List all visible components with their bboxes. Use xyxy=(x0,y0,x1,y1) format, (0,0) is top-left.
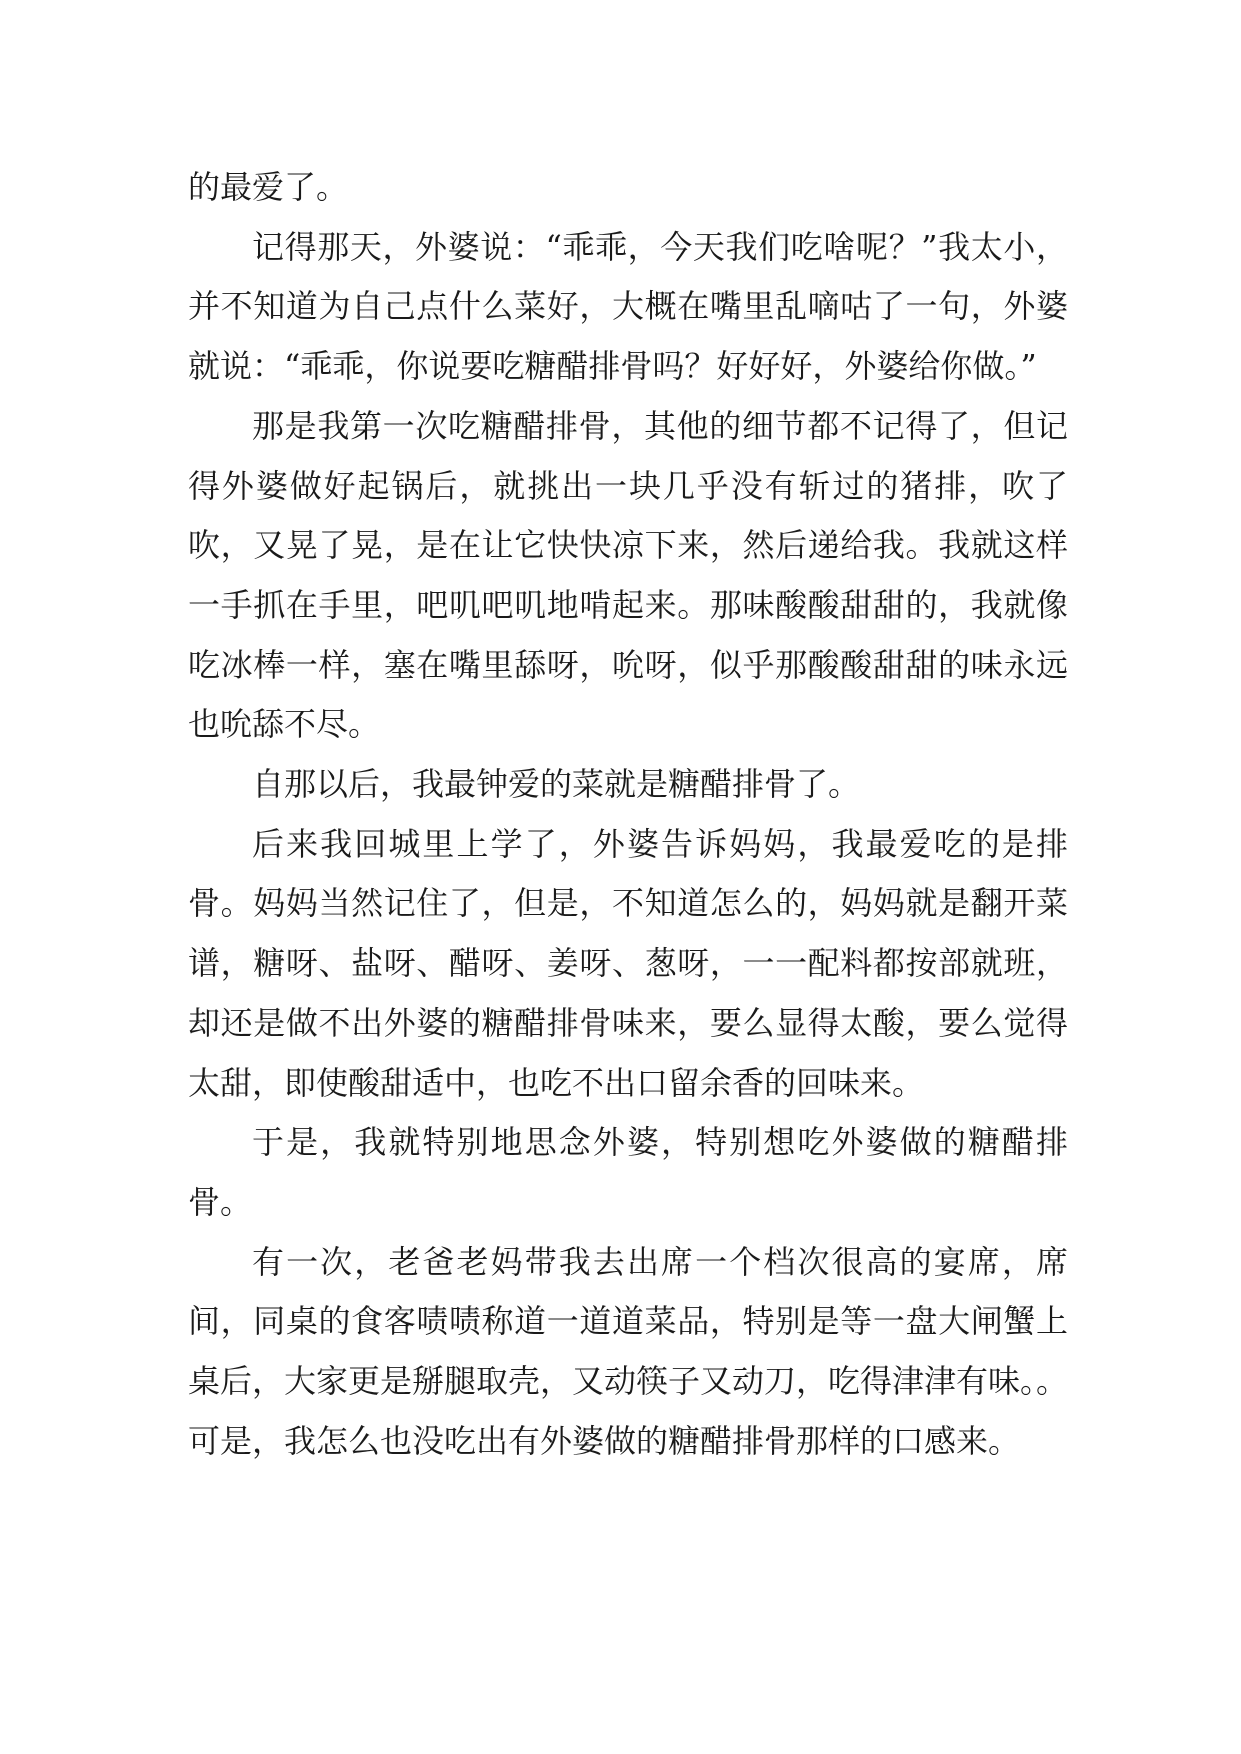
paragraph-3: 那是我第一次吃糖醋排骨，其他的细节都不记得了，但记得外婆做好起锅后，就挑出一块几乎没有斩过的猪排，吹了吹，又晃了晃，是在让它快快凉下来，然后递给我。我就这样一手抓在手里，吧叽吧叽地啃起来。那味酸酸甜甜的，我就像吃冰棒一样，塞在嘴里舔呀，吮呀，似乎那酸酸甜甜的味永远也吮舔不尽。 xyxy=(188,406,1068,744)
paragraph-4: 自那以后，我最钟爱的菜就是糖醋排骨了。 xyxy=(252,765,861,804)
paragraph-2: 记得那天，外婆说：“乖乖，今天我们吃啥呢？”我太小，并不知道为自己点什么菜好，大概在嘴里乱嘀咕了一句，外婆就说：“乖乖，你说要吃糖醋排骨吗？好好好，外婆给你做。” xyxy=(188,227,1068,386)
paragraph-6: 于是，我就特别地思念外婆，特别想吃外婆做的糖醋排骨。 xyxy=(188,1123,1068,1221)
paragraph-5: 后来我回城里上学了，外婆告诉妈妈，我最爱吃的是排骨。妈妈当然记住了，但是，不知道怎么的，妈妈就是翻开菜谱，糖呀、盐呀、醋呀、姜呀、葱呀，一一配料都按部就班，却还是做不出外婆的糖醋排骨味来，要么显得太酸，要么觉得太甜，即使酸甜适中，也吃不出口留余香的回味来。 xyxy=(188,824,1068,1102)
paragraph-1: 的最爱了。 xyxy=(188,168,349,206)
paragraph-7: 有一次，老爸老妈带我去出席一个档次很高的宴席，席间，同桌的食客啧啧称道一道道菜品，特别是等一盘大闸蟹上桌后，大家更是掰腿取壳，又动筷子又动刀，吃得津津有味。。可是，我怎么也没吃出有外婆做的糖醋排骨那样的口感来。 xyxy=(188,1242,1069,1460)
body-text xyxy=(188,158,1068,1471)
